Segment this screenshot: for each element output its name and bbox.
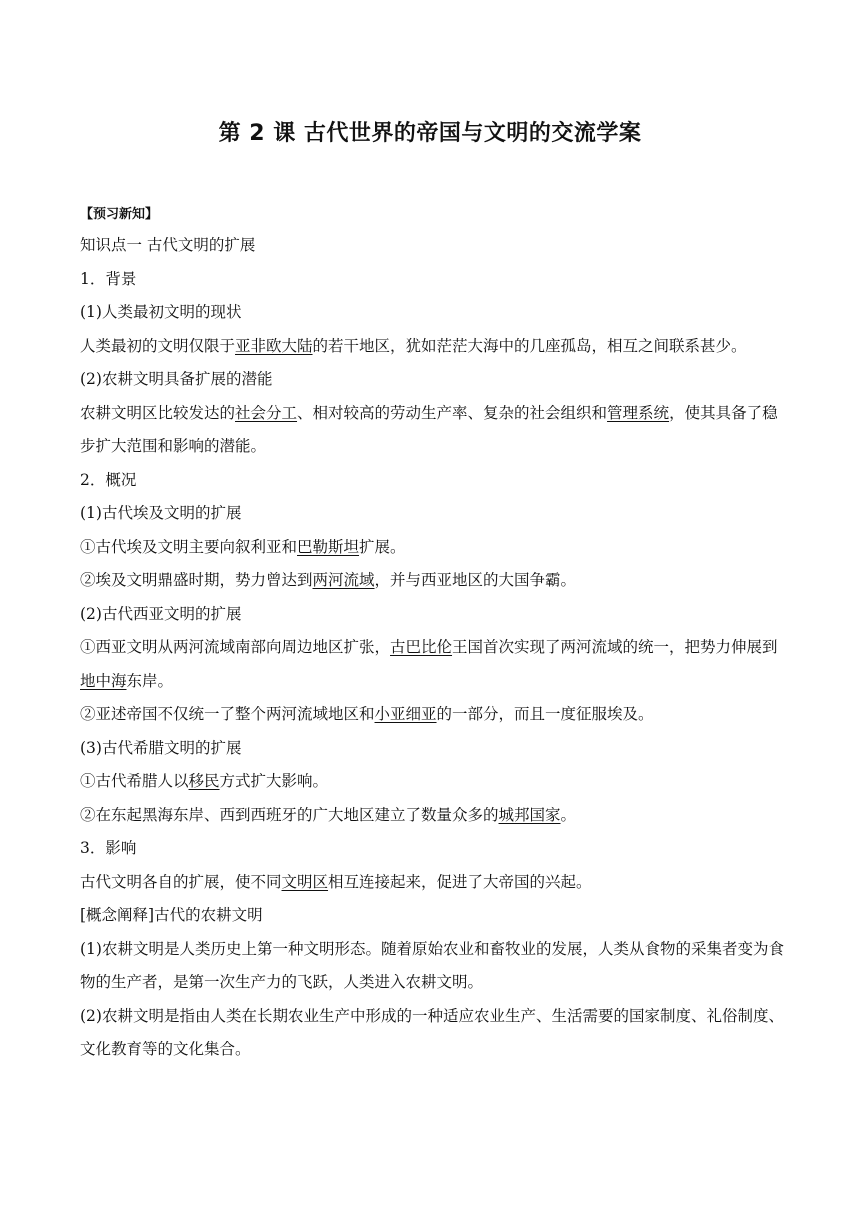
text-run: 人类最初的文明仅限于 [80,336,236,355]
paragraph-p9 [80,866,785,900]
paragraph-p4 [80,564,785,598]
text-run: 东岸。 [126,671,174,690]
paragraph-p1 [80,330,785,364]
paragraph-h1 [80,263,785,297]
text-run: ②埃及文明鼎盛时期，势力曾达到 [80,571,313,589]
text-run: (2)古代西亚文明的扩展 [80,604,242,623]
text-run: ①古代希腊人以 [80,772,189,790]
underlined-answer: 亚非欧大陆 [235,336,313,355]
text-run: ②在东起黑海东岸、西到西班牙的广大地区建立了数量众多的 [80,805,499,824]
text-run: (1)农耕文明是人类历史上第一种文明形态。随着原始农业和畜牧业的发展，人类从食物的采集者变为食物的生产者，是第一次生产力的飞跃，人类进入农耕文明。 [80,939,784,991]
text-run: 1．背景 [80,269,137,288]
paragraph-h2-1 [80,497,785,531]
document-body [80,203,785,1067]
underlined-answer: 管理系统 [607,403,670,422]
document-title: 第 2 课 古代世界的帝国与文明的交流学案 [218,121,642,146]
text-run: [概念阐释]古代的农耕文明 [80,906,263,924]
text-run: 3．影响 [80,839,137,857]
underlined-answer: 城邦国家 [498,805,561,824]
paragraph-h3 [80,832,785,866]
text-run: 农耕文明区比较发达的 [80,403,236,422]
paragraph-kp1 [80,229,785,263]
paragraph-p10 [80,933,785,1000]
text-run: 2．概况 [80,470,137,489]
text-run: 知识点一 古代文明的扩展 [80,236,256,254]
text-run: ①古代埃及文明主要向叙利亚和 [80,537,298,556]
text-run: 王国首次实现了两河流域的统一，把势力伸展到 [452,638,778,656]
paragraph-p3 [80,531,785,565]
underlined-answer: 社会分工 [235,403,298,422]
paragraph-p8 [80,799,785,833]
text-run: ，并与西亚地区的大国争霸。 [374,571,577,589]
underlined-answer: 移民 [188,772,220,790]
text-run: ，使其具备了稳步扩大范围和影响的潜能。 [80,403,778,455]
text-run: 方式扩大影响。 [219,772,329,790]
paragraph-p7 [80,765,785,799]
text-run: 古代文明各自的扩展，使不同 [80,872,282,891]
paragraph-h1-2 [80,363,785,397]
text-run: (1)古代埃及文明的扩展 [80,504,242,522]
text-run: 。 [560,805,577,824]
text-run: (2)农耕文明具备扩展的潜能 [80,370,273,388]
underlined-answer: 小亚细亚 [374,705,437,723]
underlined-answer: 地中海 [80,671,127,690]
paragraph-p6 [80,698,785,732]
paragraph-h4 [80,899,785,933]
paragraph-h2 [80,464,785,498]
underlined-answer: 文明区 [281,872,329,891]
text-run: (2)农耕文明是指由人类在长期农业生产中形成的一种适应农业生产、生活需要的国家制度、礼俗制度、文化教育等的文化集合。 [80,1006,784,1058]
underlined-answer: 古巴比伦 [390,638,453,656]
paragraph-h2-3 [80,732,785,766]
text-run: (3)古代希腊文明的扩展 [80,738,242,757]
text-run: 的若干地区，犹如茫茫大海中的几座孤岛，相互之间联系甚少。 [312,336,747,355]
text-run: ②亚述帝国不仅统一了整个两河流域地区和 [80,705,375,723]
text-run: 、相对较高的劳动生产率、复杂的社会组织和 [297,403,608,422]
paragraph-p5 [80,631,785,698]
paragraph-h2-2 [80,598,785,632]
text-run: 扩展。 [359,537,406,556]
underlined-answer: 巴勒斯坦 [297,537,360,556]
text-run: (1)人类最初文明的现状 [80,303,242,321]
paragraph-p2 [80,397,785,464]
section-heading: 【预习新知】 [80,207,159,222]
text-run: 相互连接起来，促进了大帝国的兴起。 [328,872,592,891]
text-run: ①西亚文明从两河流域南部向周边地区扩张， [80,638,391,656]
underlined-answer: 两河流域 [312,571,375,589]
paragraph-h1-1 [80,296,785,330]
text-run: 的一部分，而且一度征服埃及。 [436,705,654,723]
paragraph-p11 [80,1000,785,1067]
